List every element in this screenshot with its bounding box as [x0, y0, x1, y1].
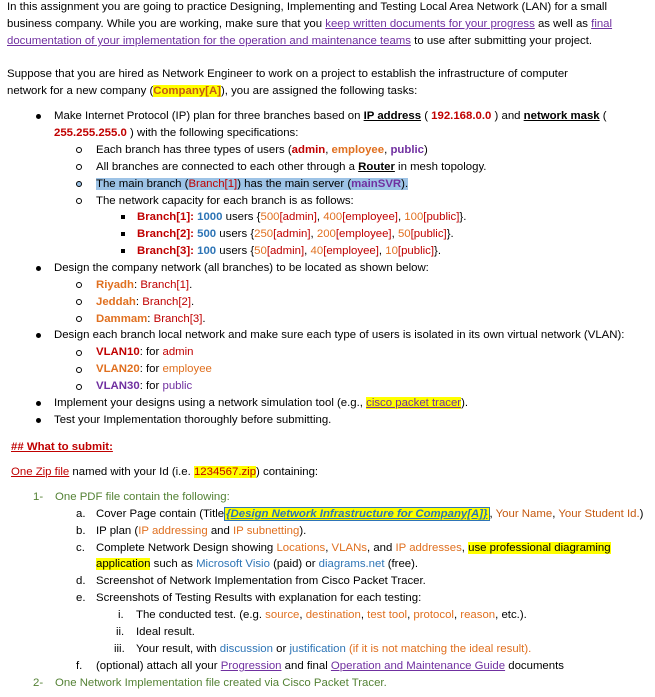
spec-main-branch: The main branch (Branch[1]) has the main server (mainSVR). — [96, 178, 409, 190]
sub-f-optional: (optional) attach all your Progression and final Operation and Maintenance Guide documents — [96, 660, 564, 672]
sub-c-label: c. — [76, 542, 85, 554]
scenario-line-1: Suppose that you are hired as Network Engineer to work on a project to establish the infrastructure of computer — [7, 68, 568, 80]
vlan-30: VLAN30: for public — [96, 380, 193, 392]
bullet-circle — [76, 181, 82, 187]
sub-a-cover-page: Cover Page contain (Title {Design Network Infrastructure for Company[A]} , Your Name, Your Student Id.) — [96, 508, 644, 520]
spec-router: All branches are connected to each other through a Router in mesh topology. — [96, 161, 487, 173]
bullet-circle — [76, 384, 82, 390]
sub-a-label: a. — [76, 508, 86, 520]
bullet-circle — [76, 198, 82, 204]
bullet-square — [121, 215, 125, 219]
bullet-circle — [76, 299, 82, 305]
sub-e-testing: Screenshots of Testing Results with explanation for each testing: — [96, 592, 422, 604]
location-riyadh: Riyadh: Branch[1]. — [96, 279, 193, 291]
sub-iii-label: iii. — [114, 643, 125, 655]
bullet-circle — [76, 164, 82, 170]
item-2-text: One Network Implementation file created via Cisco Packet Tracer. — [55, 677, 387, 689]
bullet-dot — [36, 418, 41, 423]
sub-i-conducted-test: The conducted test. (e.g. source, destination, test tool, protocol, reason, etc.). — [136, 609, 527, 621]
company-name: Company[A] — [153, 85, 221, 97]
bullet-circle — [76, 282, 82, 288]
sub-ii-ideal: Ideal result. — [136, 626, 195, 638]
vlan-10: VLAN10: for admin — [96, 346, 194, 358]
zip-line: One Zip file named with your Id (i.e. 1234567.zip) containing: — [11, 466, 319, 478]
location-jeddah: Jeddah: Branch[2]. — [96, 296, 195, 308]
bullet-square — [121, 232, 125, 236]
intro-line-1: In this assignment you are going to practice Designing, Implementing and Testing Local Area Network (LAN) for a small — [7, 1, 607, 13]
sub-f-label: f. — [76, 660, 83, 672]
design-line: Design the company network (all branches) to be located as shown below: — [54, 262, 429, 274]
item-2-number: 2- — [33, 677, 44, 689]
bullet-circle — [76, 147, 82, 153]
progress-docs-link: keep written documents for your progress — [325, 18, 535, 30]
bullet-dot — [36, 333, 41, 338]
bullet-dot — [36, 114, 41, 119]
capacity-branch-3: Branch[3]: 100 users {50[admin], 40[employee], 10[public]}. — [137, 245, 441, 257]
submit-heading: ## What to submit: — [11, 441, 113, 453]
capacity-branch-1: Branch[1]: 1000 users {500[admin], 400[employee], 100[public]}. — [137, 211, 467, 223]
item-1-text: One PDF file contain the following: — [55, 491, 230, 503]
sub-d-screenshot: Screenshot of Network Implementation from Cisco Packet Tracer. — [96, 575, 426, 587]
item-1-number: 1- — [33, 491, 44, 503]
sub-iii-result: Your result, with discussion or justification (if it is not matching the ideal result). — [136, 643, 532, 655]
spec-users: Each branch has three types of users (admin, employee, public) — [96, 144, 428, 156]
sub-d-label: d. — [76, 575, 86, 587]
bullet-circle — [76, 367, 82, 373]
scenario-line-2: network for a new company (Company[A]), you are assigned the following tasks: — [7, 85, 418, 97]
ip-plan-line-2: 255.255.255.0 ) with the following specifications: — [54, 127, 299, 139]
implement-line: Implement your designs using a network simulation tool (e.g., cisco packet tracer). — [54, 397, 469, 409]
ip-plan-line-1: Make Internet Protocol (IP) plan for three branches based on IP address ( 192.168.0.0 ) and network mask ( — [54, 110, 607, 122]
spec-capacity: The network capacity for each branch is as follows: — [96, 195, 354, 207]
sub-c-design-2: application such as Microsoft Visio (paid) or diagrams.net (free). — [96, 558, 419, 570]
bullet-circle — [76, 350, 82, 356]
vlan-20: VLAN20: for employee — [96, 363, 212, 375]
bullet-circle — [76, 316, 82, 322]
test-line: Test your Implementation thoroughly before submitting. — [54, 414, 332, 426]
sub-e-label: e. — [76, 592, 86, 604]
vlan-line: Design each branch local network and make sure each type of users is isolated in its own virtual network (VLAN): — [54, 329, 625, 341]
bullet-square — [121, 249, 125, 253]
sub-i-label: i. — [118, 609, 124, 621]
capacity-branch-2: Branch[2]: 500 users {250[admin], 200[employee], 50[public]}. — [137, 228, 454, 240]
intro-line-2: business company. While you are working, make sure that you keep written documents for your progress as well as final — [7, 18, 613, 30]
cover-title: {Design Network Infrastructure for Company[A]} — [226, 508, 488, 520]
sub-b-ip-plan: IP plan (IP addressing and IP subnetting). — [96, 525, 307, 537]
sub-b-label: b. — [76, 525, 86, 537]
bullet-dot — [36, 401, 41, 406]
intro-line-3: documentation of your implementation for the operation and maintenance teams to use after submitting your project. — [7, 35, 593, 47]
sub-c-design: Complete Network Design showing Locations, VLANs, and IP addresses, use professional diagraming — [96, 542, 611, 554]
sub-ii-label: ii. — [116, 626, 125, 638]
bullet-dot — [36, 266, 41, 271]
location-dammam: Dammam: Branch[3]. — [96, 313, 206, 325]
cisco-packet-tracer-link: cisco packet tracer — [366, 397, 462, 409]
